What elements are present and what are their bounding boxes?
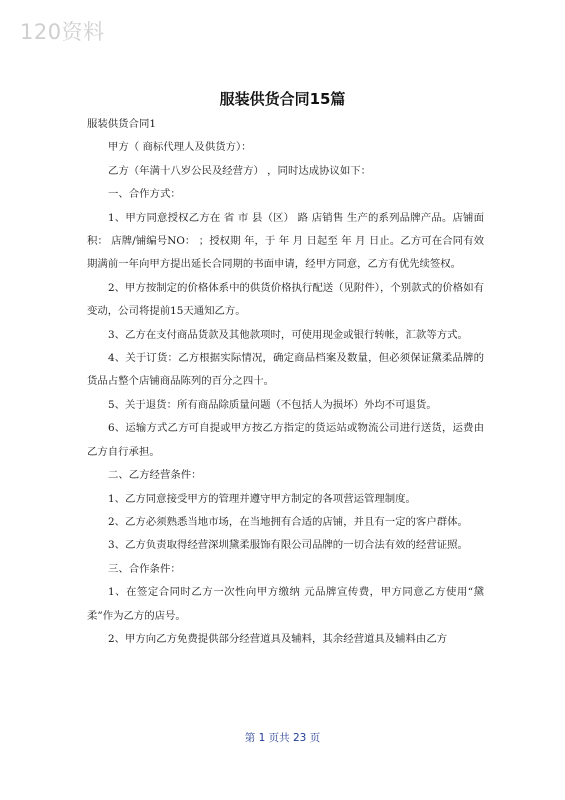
- paragraph: 3、乙方在支付商品货款及其他款项时，可使用现金或银行转帐，汇款等方式。: [108, 328, 468, 341]
- paragraph: 1、甲方同意授权乙方在 省 市 县（区） 路 店销售 生产的系列品牌产品。店铺面积： 店牌/铺编号NO： ；授权期 年，于 年 月 日起至 年 月 日止。乙方可在合同有效期满前一年向甲方提出延长合同期的书面申请，经甲方同意，乙方有优先续签权。: [87, 211, 484, 271]
- document-body: [87, 113, 484, 651]
- paragraph: 4、关于订货：乙方根据实际情况，确定商品档案及数量，但必须保证黛柔品牌的货品占整个店铺商品陈列的百分之四十。: [87, 352, 484, 388]
- section-heading: 二、乙方经营条件：: [108, 469, 202, 482]
- section-heading: 一、合作方式：: [108, 188, 181, 201]
- document-title: 服装供货合同15篇: [219, 90, 346, 108]
- paragraph: 2、甲方向乙方免费提供部分经营道具及辅料，其余经营道具及辅料由乙方: [108, 632, 448, 645]
- paragraph: 2、甲方按制定的价格体系中的供货价格执行配送（见附件），个别款式的价格如有变动，公司将提前15天通知乙方。: [87, 281, 484, 318]
- watermark-logo: 120资料: [20, 20, 105, 44]
- paragraph: 1、在签定合同时乙方一次性向甲方缴纳 元品牌宣传费，甲方同意乙方使用“黛柔”作为乙方的店号。: [87, 586, 484, 622]
- paragraph: 乙方（年满十八岁公民及经营方） ，同时达成协议如下：: [108, 164, 372, 177]
- paragraph: 3、乙方负责取得经营深圳黛柔服饰有限公司品牌的一切合法有效的经营证照。: [108, 539, 468, 552]
- section-heading: 三、合作条件：: [108, 562, 181, 575]
- paragraph: 1、乙方同意接受甲方的管理并遵守甲方制定的各项营运管理制度。: [108, 492, 416, 505]
- paragraph: 2、乙方必须熟悉当地市场，在当地拥有合适的店铺，并且有一定的客户群体。: [108, 515, 468, 528]
- page-number-footer: 第 1 页共 23 页: [244, 732, 321, 744]
- paragraph: 5、关于退货：所有商品除质量问题（不包括人为损坏）外均不可退货。: [108, 398, 437, 411]
- paragraph: 服装供货合同1: [87, 118, 156, 130]
- paragraph: 6、运输方式乙方可自提或甲方按乙方指定的货运站或物流公司进行送货，运费由乙方自行承担。: [87, 422, 484, 458]
- paragraph: 甲方（ 商标代理人及供货方）：: [108, 141, 252, 154]
